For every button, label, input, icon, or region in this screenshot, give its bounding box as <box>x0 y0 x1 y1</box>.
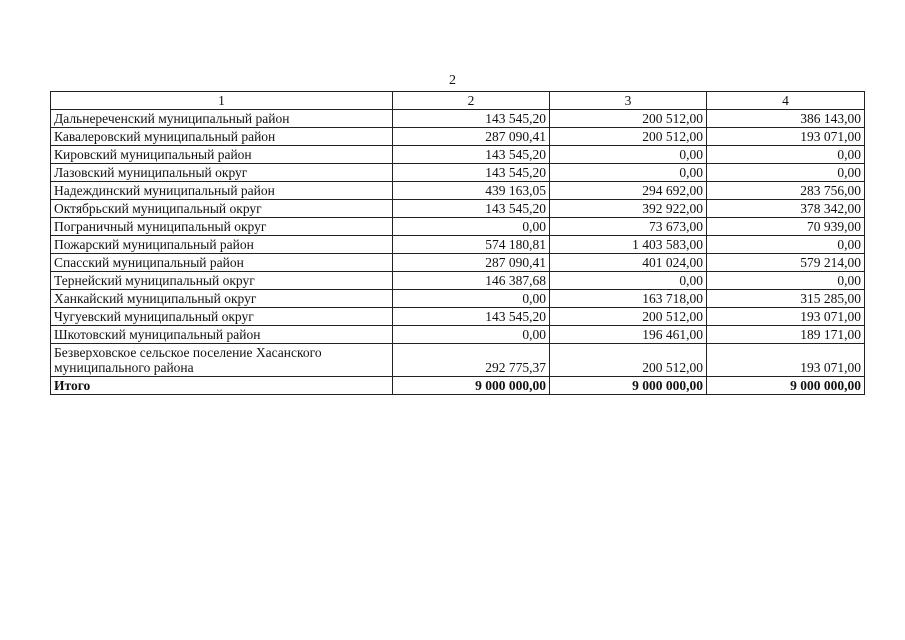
value-col-2: 0,00 <box>393 290 550 308</box>
table-row <box>51 164 865 182</box>
table-row <box>51 254 865 272</box>
value-col-2: 439 163,05 <box>393 182 550 200</box>
total-label: Итого <box>51 377 393 395</box>
total-col-2: 9 000 000,00 <box>393 377 550 395</box>
value-col-4: 0,00 <box>707 164 865 182</box>
value-col-3: 0,00 <box>550 164 707 182</box>
value-col-2: 143 545,20 <box>393 110 550 128</box>
column-header: 4 <box>707 92 865 110</box>
municipality-name: Кировский муниципальный район <box>51 146 393 164</box>
value-col-3: 196 461,00 <box>550 326 707 344</box>
table-header-row <box>51 92 865 110</box>
table-row <box>51 146 865 164</box>
value-col-4: 70 939,00 <box>707 218 865 236</box>
table-row <box>51 344 865 377</box>
value-col-4: 0,00 <box>707 236 865 254</box>
value-col-3: 1 403 583,00 <box>550 236 707 254</box>
value-col-2: 143 545,20 <box>393 200 550 218</box>
municipality-name: Кавалеровский муниципальный район <box>51 128 393 146</box>
value-col-4: 315 285,00 <box>707 290 865 308</box>
column-header: 2 <box>393 92 550 110</box>
municipality-name <box>51 344 393 377</box>
value-col-3: 0,00 <box>550 146 707 164</box>
table-row <box>51 200 865 218</box>
municipality-name: Чугуевский муниципальный округ <box>51 308 393 326</box>
value-col-3: 163 718,00 <box>550 290 707 308</box>
municipality-name: Спасский муниципальный район <box>51 254 393 272</box>
value-col-3: 392 922,00 <box>550 200 707 218</box>
municipality-name: Пограничный муниципальный округ <box>51 218 393 236</box>
page-number: 2 <box>449 73 456 88</box>
value-col-2: 0,00 <box>393 326 550 344</box>
value-col-2: 287 090,41 <box>393 254 550 272</box>
value-col-3: 200 512,00 <box>550 308 707 326</box>
municipality-name: Тернейский муниципальный округ <box>51 272 393 290</box>
municipality-name-line-2: муниципального района <box>54 360 194 375</box>
value-col-3: 401 024,00 <box>550 254 707 272</box>
table-row <box>51 308 865 326</box>
value-col-4: 193 071,00 <box>707 308 865 326</box>
value-col-4: 283 756,00 <box>707 182 865 200</box>
value-col-2: 143 545,20 <box>393 308 550 326</box>
column-header: 1 <box>51 92 393 110</box>
municipality-name: Дальнереченский муниципальный район <box>51 110 393 128</box>
value-col-2: 146 387,68 <box>393 272 550 290</box>
municipality-name: Надеждинский муниципальный район <box>51 182 393 200</box>
allocation-table <box>50 91 865 395</box>
table-row <box>51 182 865 200</box>
value-col-2: 143 545,20 <box>393 146 550 164</box>
table-row <box>51 110 865 128</box>
value-col-4: 378 342,00 <box>707 200 865 218</box>
value-col-4: 189 171,00 <box>707 326 865 344</box>
value-col-2: 287 090,41 <box>393 128 550 146</box>
value-col-3: 73 673,00 <box>550 218 707 236</box>
table-row <box>51 218 865 236</box>
table-row <box>51 272 865 290</box>
value-col-2: 0,00 <box>393 218 550 236</box>
column-header: 3 <box>550 92 707 110</box>
municipality-name: Шкотовский муниципальный район <box>51 326 393 344</box>
municipality-name-line-1: Безверховское сельское поселение Хасанского <box>54 345 322 360</box>
value-col-3: 294 692,00 <box>550 182 707 200</box>
value-col-3: 200 512,00 <box>550 110 707 128</box>
table-row <box>51 290 865 308</box>
municipality-name: Лазовский муниципальный округ <box>51 164 393 182</box>
value-col-3: 200 512,00 <box>550 128 707 146</box>
value-col-4: 386 143,00 <box>707 110 865 128</box>
municipality-name: Пожарский муниципальный район <box>51 236 393 254</box>
value-col-3: 200 512,00 <box>550 344 707 377</box>
total-row <box>51 377 865 395</box>
allocation-table-container <box>50 91 864 395</box>
value-col-2: 143 545,20 <box>393 164 550 182</box>
municipality-name: Октябрьский муниципальный округ <box>51 200 393 218</box>
total-col-4: 9 000 000,00 <box>707 377 865 395</box>
table-row <box>51 236 865 254</box>
value-col-4: 193 071,00 <box>707 344 865 377</box>
value-col-3: 0,00 <box>550 272 707 290</box>
table-row <box>51 128 865 146</box>
total-col-3: 9 000 000,00 <box>550 377 707 395</box>
value-col-2: 574 180,81 <box>393 236 550 254</box>
value-col-4: 193 071,00 <box>707 128 865 146</box>
value-col-2: 292 775,37 <box>393 344 550 377</box>
value-col-4: 0,00 <box>707 272 865 290</box>
municipality-name: Ханкайский муниципальный округ <box>51 290 393 308</box>
value-col-4: 0,00 <box>707 146 865 164</box>
table-row <box>51 326 865 344</box>
value-col-4: 579 214,00 <box>707 254 865 272</box>
